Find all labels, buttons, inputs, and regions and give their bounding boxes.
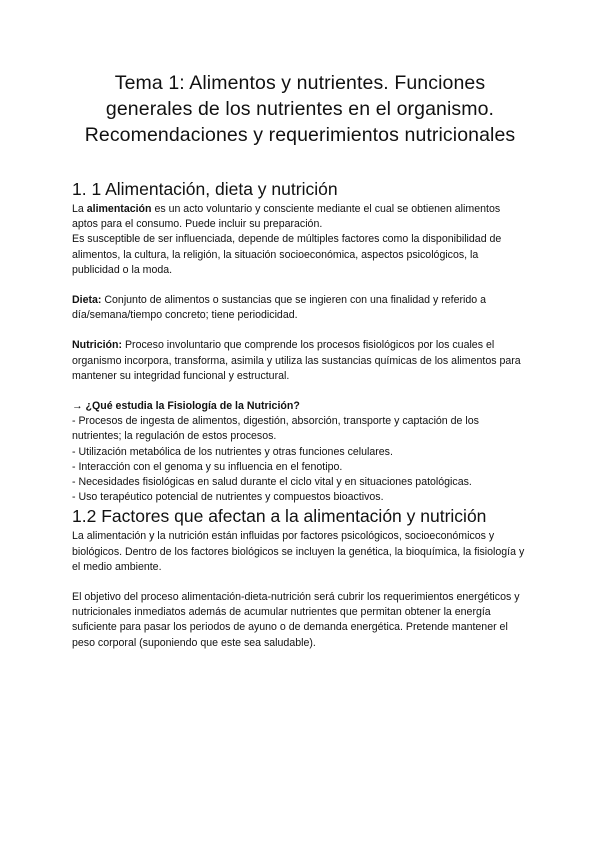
document-title <box>72 70 528 148</box>
title-line-1: Tema 1: Alimentos y nutrientes. Funciones <box>114 72 486 94</box>
question-heading: → ¿Qué estudia la Fisiología de la Nutrición? <box>72 400 300 413</box>
objetivo-paragraph: El objetivo del proceso alimentación-dieta-nutrición será cubrir los requerimientos energéticos y nutricionales inmediatos además de acumular nutrientes que permitan obtener la energía suficiente para pasar los periodos de ayuno o de demanda energética. Pretende mantener el peso corporal (suponiendo que este sea saludable). <box>72 591 520 649</box>
nutricion-term: Nutrición: <box>72 339 123 352</box>
alimentacion-paragraph: La alimentación es un acto voluntario y consciente mediante el cual se obtienen alimentos aptos para el consumo. Puede incluir su preparación. <box>72 203 501 231</box>
alimentacion-term: alimentación <box>86 203 152 215</box>
title-line-2: generales de los nutrientes en el organismo. <box>105 98 495 120</box>
influence-paragraph: Es susceptible de ser influenciada, depende de múltiples factores como la disponibilidad de alimentos, la cultura, la religión, la situación socioeconómica, aspectos psicológicos, la publicidad o la moda. <box>72 233 502 276</box>
fisiologia-list <box>72 414 528 505</box>
title-line-3: Recomendaciones y requerimientos nutricionales <box>84 124 516 146</box>
list-item: - Utilización metabólica de los nutrientes y otras funciones celulares. <box>72 445 393 458</box>
dieta-paragraph: Dieta: Conjunto de alimentos o sustancias que se ingieren con una finalidad y referido a día/semana/tiempo concreto; tiene periodicidad. <box>72 294 486 322</box>
section-2-heading: 1.2 Factores que afectan a la alimentación y nutrición <box>72 506 487 527</box>
factores-paragraph: La alimentación y la nutrición están influidas por factores psicológicos, socioeconómicos y biológicos. Dentro de los factores biológicos se incluyen la genética, la bioquímica, la fisiología y el medio ambiente. <box>72 530 525 573</box>
list-item: - Interacción con el genoma y su influencia en el fenotipo. <box>72 460 343 473</box>
list-item: - Procesos de ingesta de alimentos, digestión, absorción, transporte y captación de los nutrientes; la regulación de estos procesos. <box>72 415 479 443</box>
nutricion-paragraph: Nutrición: Proceso involuntario que comprende los procesos fisiológicos por los cuales el organismo incorpora, transforma, asimila y utiliza las sustancias químicas de los alimentos para mantener su integridad funcional y estructural. <box>72 339 521 382</box>
section-1-heading: 1. 1 Alimentación, dieta y nutrición <box>72 179 338 199</box>
list-item: - Uso terapéutico potencial de nutrientes y compuestos bioactivos. <box>72 491 384 504</box>
dieta-term: Dieta: <box>72 294 102 307</box>
list-item: - Necesidades fisiológicas en salud durante el ciclo vital y en situaciones patológicas. <box>72 476 472 489</box>
